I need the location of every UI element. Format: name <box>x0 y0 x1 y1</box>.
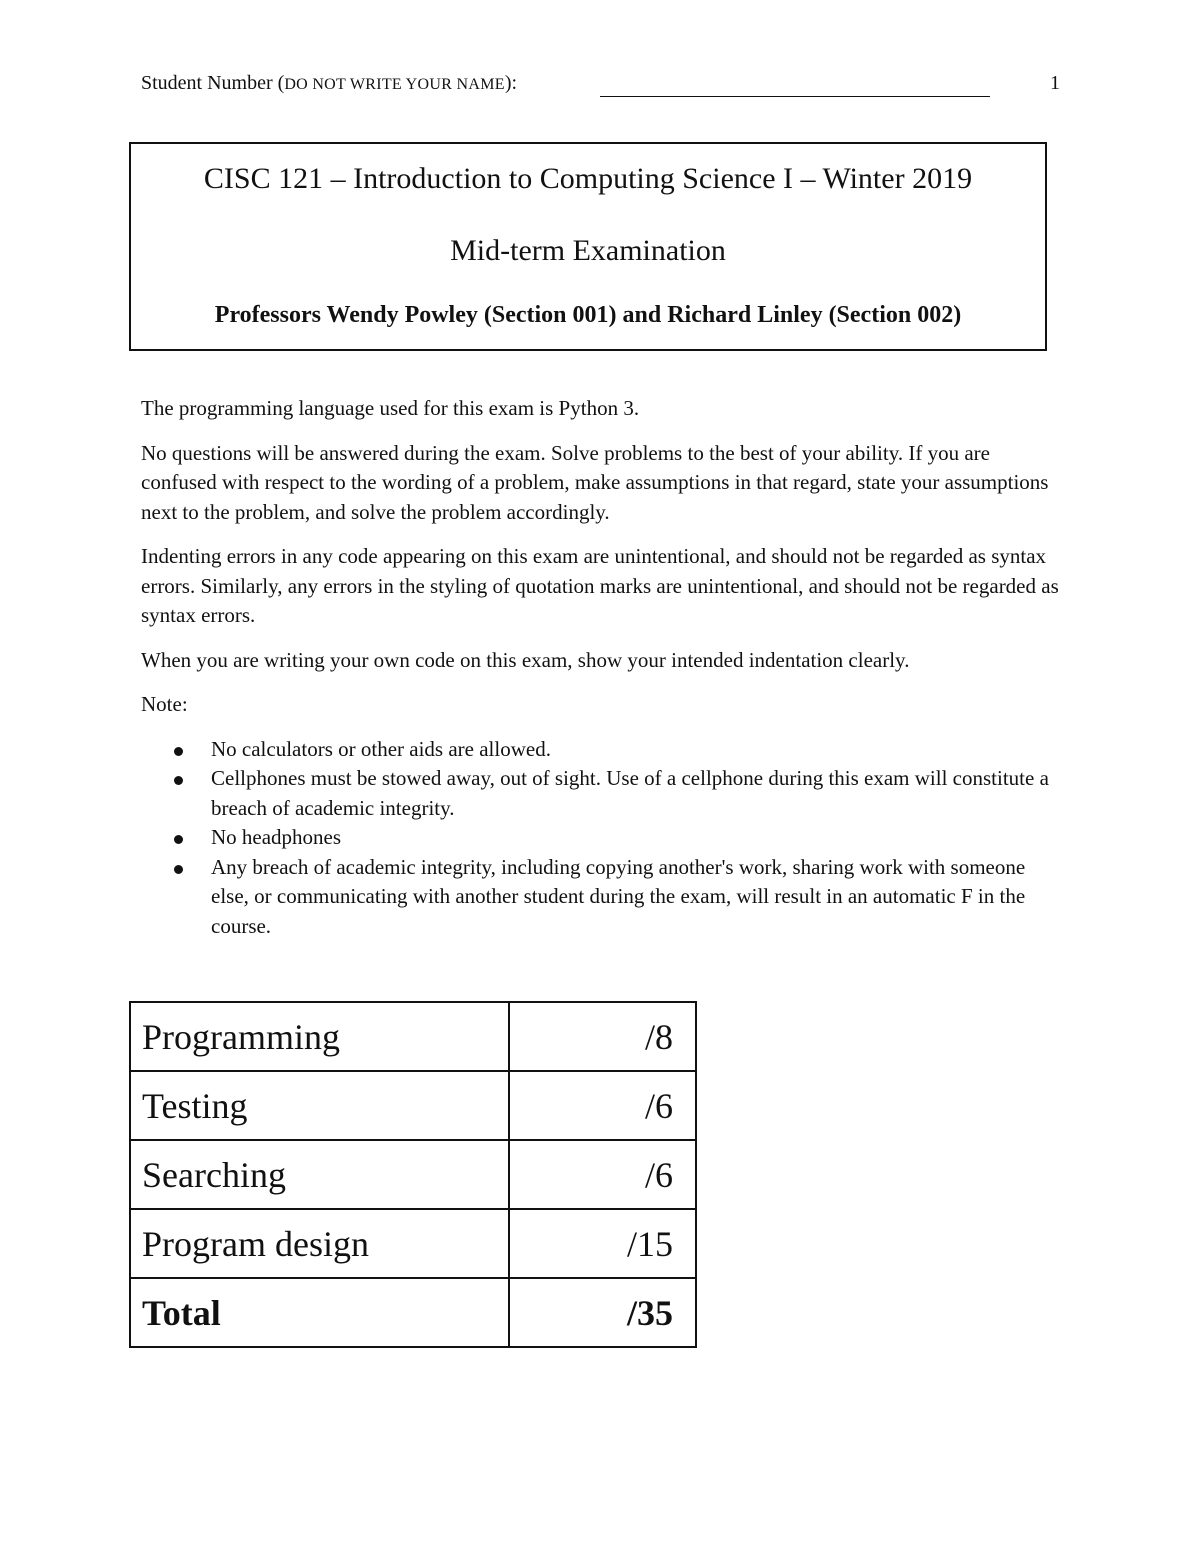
table-row <box>130 1140 696 1209</box>
bullet-icon <box>174 865 183 874</box>
student-number-label: Student Number (DO NOT WRITE YOUR NAME): <box>141 72 518 94</box>
list-item: No headphones <box>141 823 1066 853</box>
points-cell: /8 <box>509 1002 696 1071</box>
student-number-field[interactable] <box>600 96 990 97</box>
title-box <box>129 142 1047 351</box>
list-item: No calculators or other aids are allowed. <box>141 735 1066 765</box>
bullet-icon <box>174 747 183 756</box>
course-title: CISC 121 – Introduction to Computing Science I – Winter 2019 <box>203 162 973 195</box>
total-label: Total <box>130 1278 509 1347</box>
bullet-icon <box>174 776 183 785</box>
note-label: Note: <box>141 692 188 716</box>
do-not-write-name-note: DO NOT WRITE YOUR NAME <box>284 76 505 93</box>
page-number: 1 <box>1050 72 1060 94</box>
total-points: /35 <box>509 1278 696 1347</box>
table-row <box>130 1071 696 1140</box>
instruction-paragraph: When you are writing your own code on this exam, show your intended indentation clearly. <box>141 647 910 672</box>
instruction-paragraph: No questions will be answered during the exam. Solve problems to the best of your ability. If you are confused with respect to the wording of a problem, make assumptions in that regard, state your assumptions next to the problem, and solve the problem accordingly. <box>141 440 1049 524</box>
points-cell: /15 <box>509 1209 696 1278</box>
professors-line: Professors Wendy Powley (Section 001) and Richard Linley (Section 002) <box>214 302 962 328</box>
notes-list <box>141 735 1066 942</box>
total-row <box>130 1278 696 1347</box>
category-cell: Programming <box>130 1002 509 1071</box>
category-cell: Searching <box>130 1140 509 1209</box>
list-item: Any breach of academic integrity, including copying another's work, sharing work with someone else, or communicating with another student during the exam, will result in an automatic F in the course. <box>141 853 1066 942</box>
points-cell: /6 <box>509 1140 696 1209</box>
instructions <box>141 394 1066 941</box>
bullet-icon <box>174 835 183 844</box>
instruction-paragraph: The programming language used for this exam is Python 3. <box>141 396 640 420</box>
list-item: Cellphones must be stowed away, out of sight. Use of a cellphone during this exam will constitute a breach of academic integrity. <box>141 764 1066 823</box>
table-row <box>130 1002 696 1071</box>
category-cell: Program design <box>130 1209 509 1278</box>
category-cell: Testing <box>130 1071 509 1140</box>
score-table <box>129 1001 697 1348</box>
page-header <box>141 72 1060 102</box>
table-row <box>130 1209 696 1278</box>
exam-title: Mid-term Examination <box>450 234 726 267</box>
points-cell: /6 <box>509 1071 696 1140</box>
instruction-paragraph: Indenting errors in any code appearing on this exam are unintentional, and should not be regarded as syntax errors. Similarly, any errors in the styling of quotation marks are unintentional, and should not be regarded as syntax errors. <box>141 544 1059 627</box>
